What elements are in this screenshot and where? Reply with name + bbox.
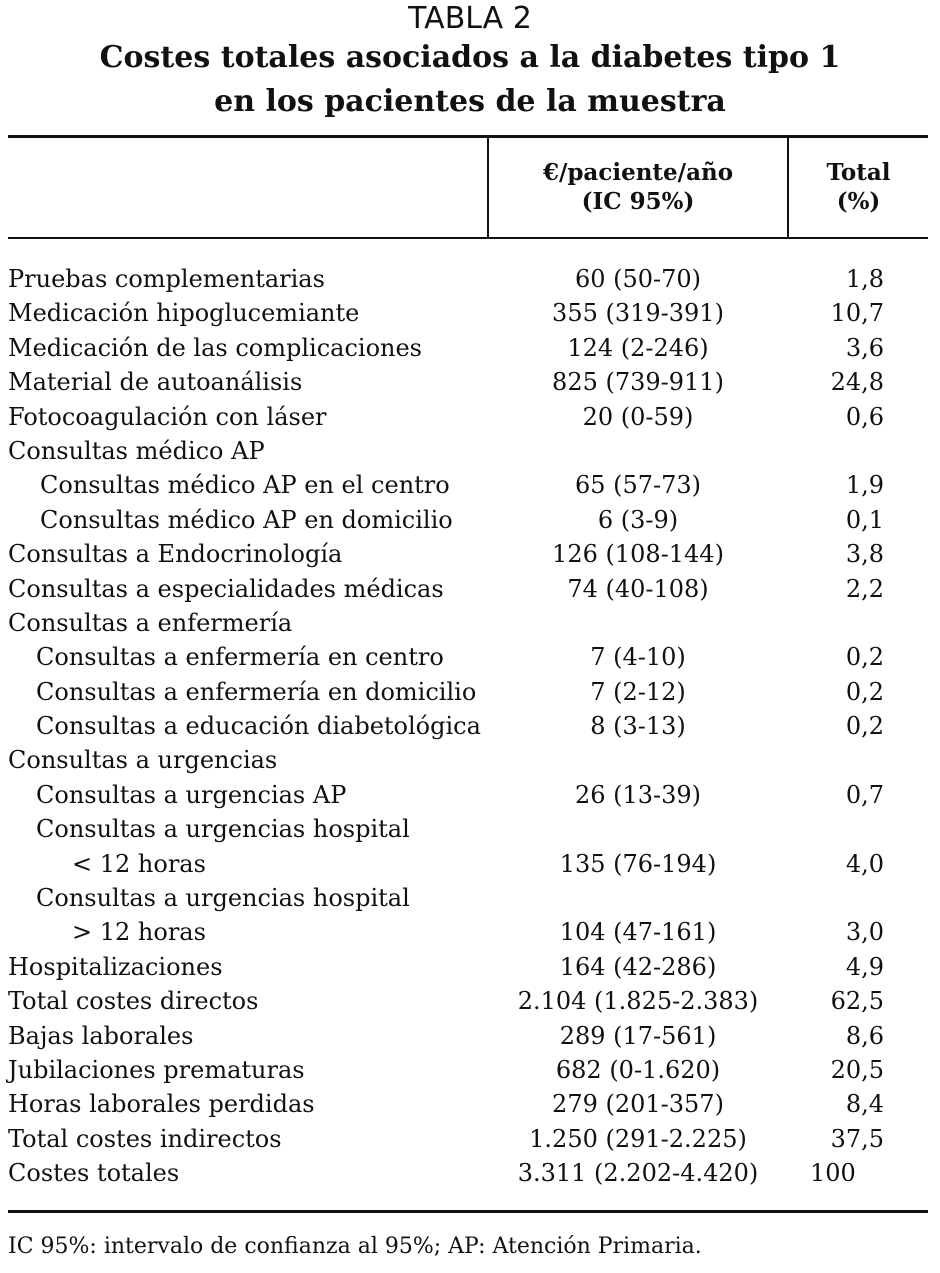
table-row — [0, 675, 940, 709]
row-value: 279 (201-357) — [552, 1090, 724, 1119]
column-header-total — [789, 158, 928, 216]
row-label: Consultas a urgencias — [8, 746, 278, 775]
column-header-cost-line-2: (IC 95%) — [581, 188, 695, 215]
row-value: 7 (4-10) — [590, 643, 686, 672]
row-label: Consultas a enfermería en centro — [36, 643, 444, 672]
table-row — [0, 709, 940, 743]
row-percent: 0,2 — [845, 712, 884, 741]
table-group-row — [0, 743, 940, 777]
table-row — [0, 365, 940, 399]
table-row — [0, 847, 940, 881]
table-row — [0, 1053, 940, 1087]
row-label: Consultas a urgencias hospital — [36, 884, 410, 913]
row-percent: 3,8 — [845, 540, 884, 569]
row-label: Consultas a urgencias hospital — [36, 815, 410, 844]
table-row — [0, 1087, 940, 1121]
row-label: Fotocoagulación con láser — [8, 402, 327, 431]
table-row — [0, 1122, 940, 1156]
table-row — [0, 984, 940, 1018]
row-label: Bajas laborales — [8, 1021, 194, 1050]
table-row — [0, 296, 940, 330]
row-percent: 37,5 — [830, 1124, 884, 1153]
row-value: 8 (3-13) — [590, 712, 686, 741]
row-value: 682 (0-1.620) — [555, 1055, 721, 1084]
table-row — [0, 640, 940, 674]
table-row — [0, 572, 940, 606]
row-label: Consultas a especialidades médicas — [8, 574, 444, 603]
table-group-row — [0, 812, 940, 846]
table-row — [0, 468, 940, 502]
row-percent: 1,8 — [845, 265, 884, 293]
table-row — [0, 400, 940, 434]
row-label: < 12 horas — [72, 849, 206, 878]
row-value: 126 (108-144) — [552, 540, 724, 569]
row-percent: 62,5 — [830, 987, 884, 1016]
row-percent: 3,6 — [845, 333, 884, 362]
column-header-total-line-2: (%) — [836, 188, 881, 215]
row-value: 164 (42-286) — [559, 952, 717, 981]
row-percent: 100 — [810, 1159, 856, 1188]
table-row — [0, 331, 940, 365]
table-row — [0, 262, 940, 296]
row-label: Medicación hipoglucemiante — [8, 299, 360, 328]
table-row — [0, 778, 940, 812]
row-value: 26 (13-39) — [574, 780, 702, 809]
row-label: Consultas médico AP — [8, 436, 265, 465]
row-value: 7 (2-12) — [590, 677, 686, 706]
row-percent: 0,1 — [845, 505, 884, 534]
table-group-row — [0, 606, 940, 640]
row-label: Pruebas complementarias — [8, 265, 325, 293]
row-percent: 8,4 — [845, 1090, 884, 1119]
row-percent: 0,2 — [845, 643, 884, 672]
row-percent: 3,0 — [845, 918, 884, 947]
row-label: Consultas a urgencias AP — [36, 780, 347, 809]
row-label: > 12 horas — [72, 918, 206, 947]
row-percent: 4,9 — [845, 952, 884, 981]
row-value: 20 (0-59) — [582, 402, 694, 431]
column-header-cost — [489, 158, 787, 216]
row-label: Hospitalizaciones — [8, 952, 223, 981]
row-percent: 0,7 — [845, 780, 884, 809]
row-value: 355 (319-391) — [552, 299, 724, 328]
row-label: Total costes indirectos — [8, 1124, 282, 1153]
row-value: 825 (739-911) — [552, 368, 724, 397]
row-percent: 0,2 — [845, 677, 884, 706]
table-footnote: IC 95%: intervalo de confianza al 95%; AP: Atención Primaria. — [8, 1234, 702, 1259]
row-value: 104 (47-161) — [559, 918, 717, 947]
table-group-row — [0, 434, 940, 468]
row-percent: 1,9 — [845, 471, 884, 500]
table-row — [0, 1019, 940, 1053]
row-label: Costes totales — [8, 1159, 180, 1188]
column-header-total-line-1: Total — [826, 159, 891, 186]
column-header-cost-line-1: €/paciente/año — [542, 159, 734, 186]
table-label: TABLA 2 — [408, 1, 532, 36]
row-value: 74 (40-108) — [567, 574, 709, 603]
table-row-total — [0, 1156, 940, 1190]
row-label: Consultas a educación diabetológica — [36, 712, 481, 741]
row-label: Consultas a enfermería — [8, 608, 293, 637]
row-percent: 8,6 — [845, 1021, 884, 1050]
table-row — [0, 915, 940, 949]
table-row — [0, 503, 940, 537]
row-label: Consultas médico AP en el centro — [40, 471, 450, 500]
table-title-line-1: Costes totales asociados a la diabetes tipo 1 — [99, 40, 841, 75]
row-label: Material de autoanálisis — [8, 368, 303, 397]
row-label: Total costes directos — [8, 987, 259, 1016]
table-row — [0, 537, 940, 571]
row-value: 6 (3-9) — [597, 505, 679, 534]
row-percent: 0,6 — [845, 402, 884, 431]
row-value: 2.104 (1.825-2.383) — [517, 987, 759, 1016]
row-value: 289 (17-561) — [559, 1021, 717, 1050]
row-percent: 4,0 — [845, 849, 884, 878]
table-group-row — [0, 881, 940, 915]
row-percent: 24,8 — [830, 368, 884, 397]
table-row — [0, 950, 940, 984]
row-value: 65 (57-73) — [574, 471, 702, 500]
row-label: Jubilaciones prematuras — [8, 1055, 305, 1084]
row-label: Consultas a enfermería en domicilio — [36, 677, 477, 706]
row-label: Medicación de las complicaciones — [8, 333, 422, 362]
row-percent: 2,2 — [845, 574, 884, 603]
row-label: Consultas médico AP en domicilio — [40, 505, 453, 534]
table-body — [0, 262, 940, 1191]
header-rule — [8, 237, 928, 239]
row-percent: 10,7 — [830, 299, 884, 328]
row-value: 124 (2-246) — [567, 333, 709, 362]
row-value: 60 (50-70) — [574, 265, 702, 293]
row-label: Consultas a Endocrinología — [8, 540, 343, 569]
row-value: 1.250 (291-2.225) — [529, 1124, 747, 1153]
table-title-line-2: en los pacientes de la muestra — [214, 84, 726, 119]
row-value: 135 (76-194) — [559, 849, 717, 878]
bottom-rule — [8, 1210, 928, 1213]
row-label: Horas laborales perdidas — [8, 1090, 315, 1119]
top-rule — [8, 135, 928, 138]
row-value: 3.311 (2.202-4.420) — [517, 1159, 759, 1188]
row-percent: 20,5 — [830, 1055, 884, 1084]
